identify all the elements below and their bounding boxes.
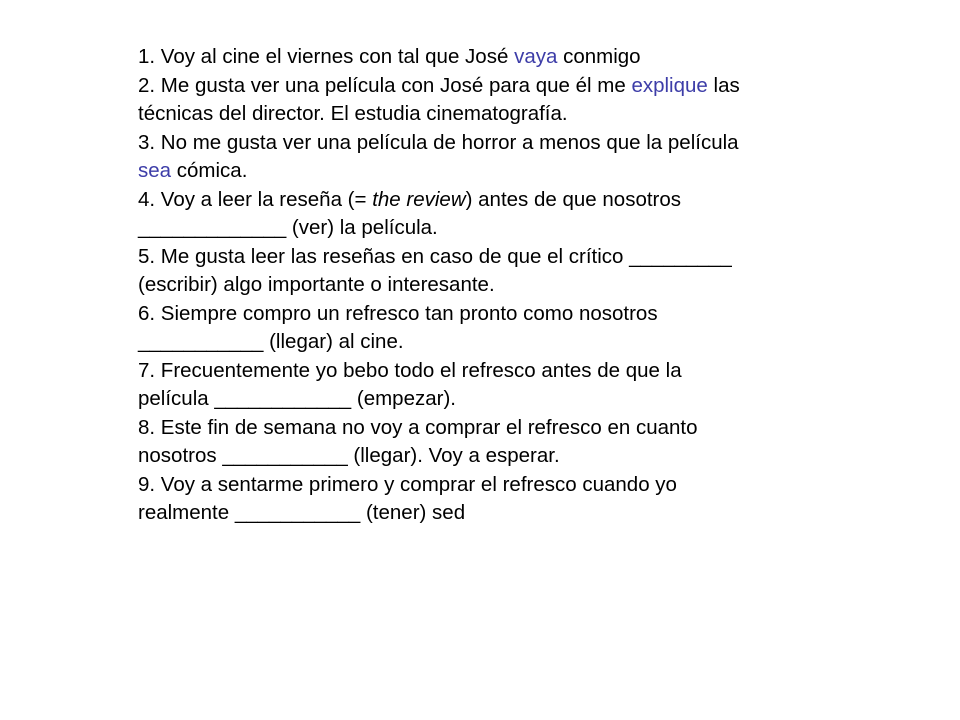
- exercise-item-4: [138, 186, 858, 243]
- exercise-line: [138, 442, 858, 471]
- exercise-line: [138, 243, 858, 272]
- exercise-line: [138, 72, 858, 101]
- text-segment: técnicas del director. El estudia cinematografía.: [138, 102, 568, 125]
- text-segment: ___________ (llegar) al cine.: [138, 330, 404, 353]
- exercise-item-6: [138, 300, 858, 357]
- exercise-text: [138, 43, 858, 528]
- text-segment: 1. Voy al cine el viernes con tal que José: [138, 45, 515, 68]
- text-segment: ) antes de que nosotros: [465, 187, 682, 211]
- text-segment: nosotros ___________ (llegar). Voy a esperar.: [138, 444, 560, 467]
- text-segment: película ____________ (empezar).: [138, 387, 456, 410]
- exercise-item-9: [138, 471, 858, 528]
- exercise-line: [138, 385, 858, 414]
- text-segment: cómica.: [171, 159, 248, 182]
- text-segment: 8. Este fin de semana no voy a comprar el refresco en cuanto: [138, 415, 698, 439]
- exercise-line: [138, 499, 858, 528]
- text-segment: realmente ___________ (tener) sed: [138, 501, 466, 524]
- italic-gloss: the review: [372, 187, 466, 211]
- exercise-line: [138, 357, 858, 386]
- exercise-item-5: [138, 243, 858, 300]
- exercise-item-8: [138, 414, 858, 471]
- text-segment: (escribir) algo importante o interesante.: [138, 273, 495, 296]
- text-segment: 5. Me gusta leer las reseñas en caso de que el crítico _________: [138, 244, 732, 268]
- exercise-line: [138, 129, 858, 158]
- exercise-line: [138, 43, 858, 72]
- text-segment: 6. Siempre compro un refresco tan pronto como nosotros: [138, 301, 658, 325]
- exercise-line: [138, 471, 858, 500]
- exercise-line: [138, 157, 858, 186]
- exercise-line: [138, 271, 858, 300]
- exercise-line: [138, 300, 858, 329]
- text-segment: 9. Voy a sentarme primero y comprar el refresco cuando yo: [138, 472, 677, 496]
- exercise-line: [138, 328, 858, 357]
- highlighted-verb: explique: [631, 73, 708, 97]
- exercise-item-2: [138, 72, 858, 129]
- exercise-item-1: [138, 43, 858, 72]
- text-segment: 7. Frecuentemente yo bebo todo el refresco antes de que la: [138, 358, 682, 382]
- text-segment: _____________ (ver) la película.: [138, 216, 438, 239]
- text-segment: 2. Me gusta ver una película con José para que él me: [138, 73, 632, 97]
- exercise-line: [138, 214, 858, 243]
- exercise-item-3: [138, 129, 858, 186]
- text-segment: 3. No me gusta ver una película de horror a menos que la película: [138, 130, 739, 154]
- exercise-line: [138, 186, 858, 215]
- exercise-line: [138, 100, 858, 129]
- exercise-item-7: [138, 357, 858, 414]
- text-segment: 4. Voy a leer la reseña (=: [138, 187, 373, 211]
- highlighted-verb: sea: [138, 159, 172, 182]
- text-segment: las: [707, 73, 740, 97]
- text-segment: conmigo: [557, 45, 641, 68]
- highlighted-verb: vaya: [514, 45, 558, 68]
- exercise-line: [138, 414, 858, 443]
